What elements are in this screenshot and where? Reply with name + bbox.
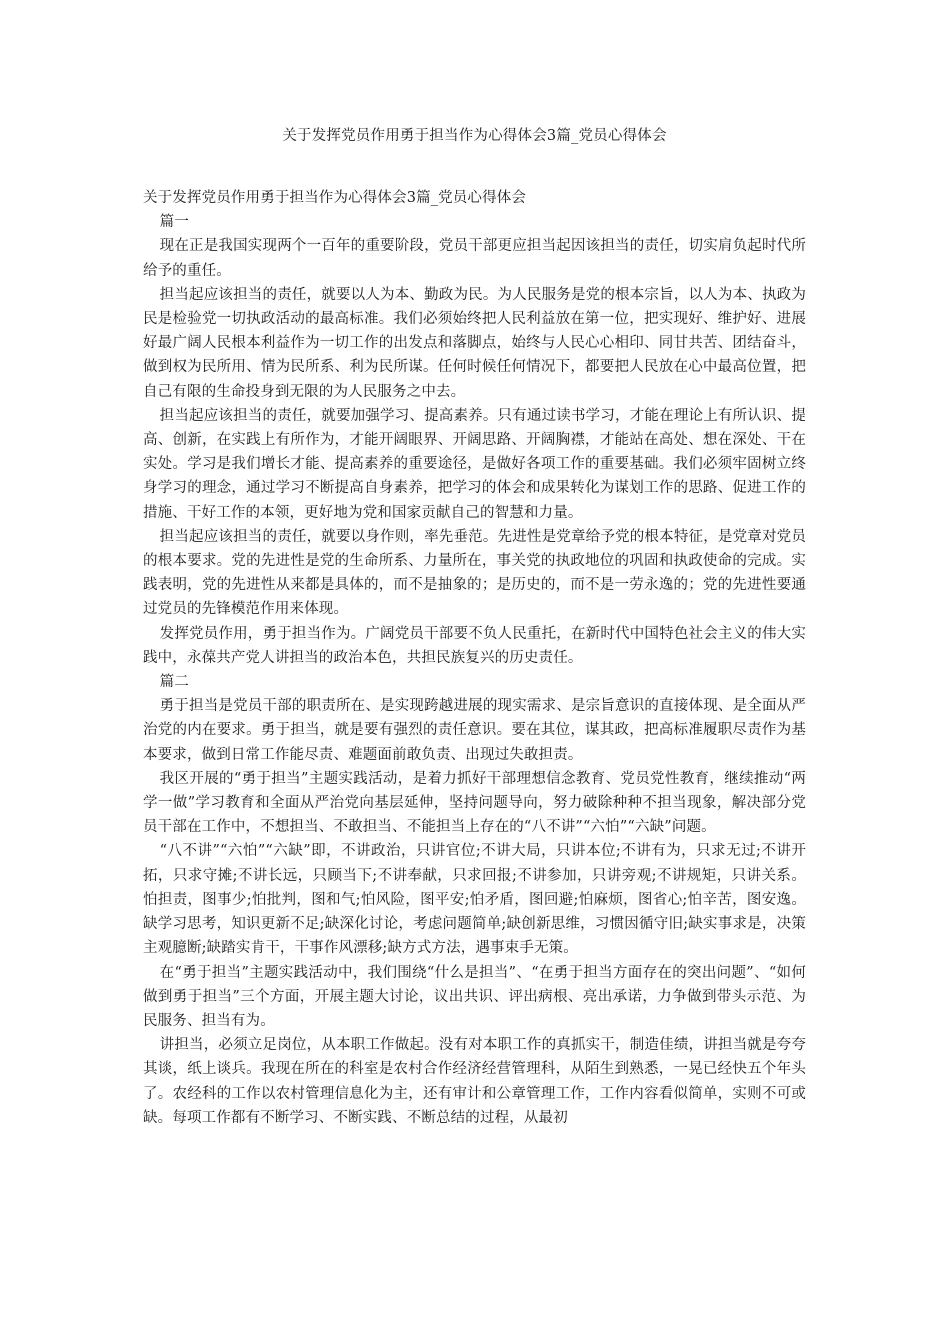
paragraph: 担当起应该担当的责任，就要以身作则，率先垂范。先进性是党章给予党的根本特征，是党章对党员的根本要求。党的先进性是党的生命所系、力量所在，事关党的执政地位的巩固和执政使命的完成。实践表明，党的先进性从来都是具体的，而不是抽象的；是历史的，而不是一劳永逸的；党的先进性要通过党员的先锋模范作用来体现。 [143,528,806,618]
paragraph: 担当起应该担当的责任，就要加强学习、提高素养。只有通过读书学习，才能在理论上有所认识、提高、创新，在实践上有所作为，才能开阔眼界、开阔思路、开阔胸襟，才能站在高处、想在深处、干在实处。学习是我们增长才能、提高素养的重要途径，是做好各项工作的重要基础。我们必须牢固树立终身学习的理念，通过学习不断提高自身素养，把学习的体会和成果转化为谋划工作的思路、促进工作的措施、干好工作的本领，更好地为党和国家贡献自己的智慧和力量。 [143,407,806,521]
section-label-2: 篇二 [159,674,189,691]
document-title: 关于发挥党员作用勇于担当作为心得体会3篇_党员心得体会 [282,128,667,144]
paragraph: 担当起应该担当的责任，就要以人为本、勤政为民。为人民服务是党的根本宗旨，以人为本、执政为民是检验党一切执政活动的最高标准。我们必须始终把人民利益放在第一位，把实现好、维护好、进展好最广阔人民根本利益作为一切工作的出发点和落脚点，始终与人民心心相印、同甘共苦、团结奋斗，做到权为民所用、情为民所系、利为民所谋。任何时候任何情况下，都要把人民放在心中最高位置，把自己有限的生命投身到无限的为人民服务之中去。 [143,286,806,400]
paragraph: 讲担当，必须立足岗位，从本职工作做起。没有对本职工作的真抓实干，制造佳绩，讲担当就是夸夸其谈，纸上谈兵。我现在所在的科室是农村合作经济经营管理科，从陌生到熟悉，一晃已经快五个年头了。农经科的工作以农村管理信息化为主，还有审计和公章管理工作，工作内容看似简单，实则不可或缺。每项工作都有不断学习、不断实践、不断总结的过程，从最初 [143,1037,806,1126]
paragraph: 我区开展的“勇于担当”主题实践活动，是着力抓好干部理想信念教育、党员党性教育，继续推动“两学一做”学习教育和全面从严治党向基层延伸，坚持问题导向，努力破除种种不担当现象，解决部分党员干部在工作中，不想担当、不敢担当、不能担当上存在的“八不讲”“六怕”“六缺”问题。 [143,770,807,836]
paragraph: 现在正是我国实现两个一百年的重要阶段，党员干部更应担当起因该担当的责任，切实肩负起时代所给予的重任。 [143,238,806,279]
paragraph: 勇于担当是党员干部的职责所在、是实现跨越进展的现实需求、是宗旨意识的直接体现、是全面从严治党的内在要求。勇于担当，就是要有强烈的责任意识。要在其位，谋其政，把高标准履职尽责作为基本要求，做到日常工作能尽责、难题面前敢负责、出现过失敢担责。 [143,698,806,763]
document-body [143,186,806,1130]
section-label-1: 篇一 [159,214,189,231]
document-page [143,0,806,1130]
paragraph: 发挥党员作用，勇于担当作为。广阔党员干部要不负人民重托，在新时代中国特色社会主义的伟大实践中，永葆共产党人讲担当的政治本色，共担民族复兴的历史责任。 [143,625,806,666]
paragraph: “八不讲”“六怕”“六缺”即，不讲政治，只讲官位;不讲大局，只讲本位;不讲有为，只求无过;不讲开拓，只求守摊;不讲长远，只顾当下;不讲奉献，只求回报;不讲参加，只讲旁观;不讲规矩，只讲关系。怕担责，图事少;怕批判，图和气;怕风险，图平安;怕矛盾，图回避;怕麻烦，图省心;怕辛苦，图安逸。缺学习思考，知识更新不足;缺深化讨论，考虑问题简单;缺创新思维，习惯因循守旧;缺实事求是，决策主观臆断;缺踏实肯干，干事作风漂移;缺方式方法，遇事束手无策。 [143,843,806,957]
document-subtitle: 关于发挥党员作用勇于担当作为心得体会3篇_党员心得体会 [143,190,527,206]
paragraph: 在“勇于担当”主题实践活动中，我们围绕“什么是担当”、“在勇于担当方面存在的突出问题”、“如何做到勇于担当”三个方面，开展主题大讨论，议出共识、评出病根、亮出承诺，力争做到带头示范、为民服务、担当有为。 [143,964,806,1029]
